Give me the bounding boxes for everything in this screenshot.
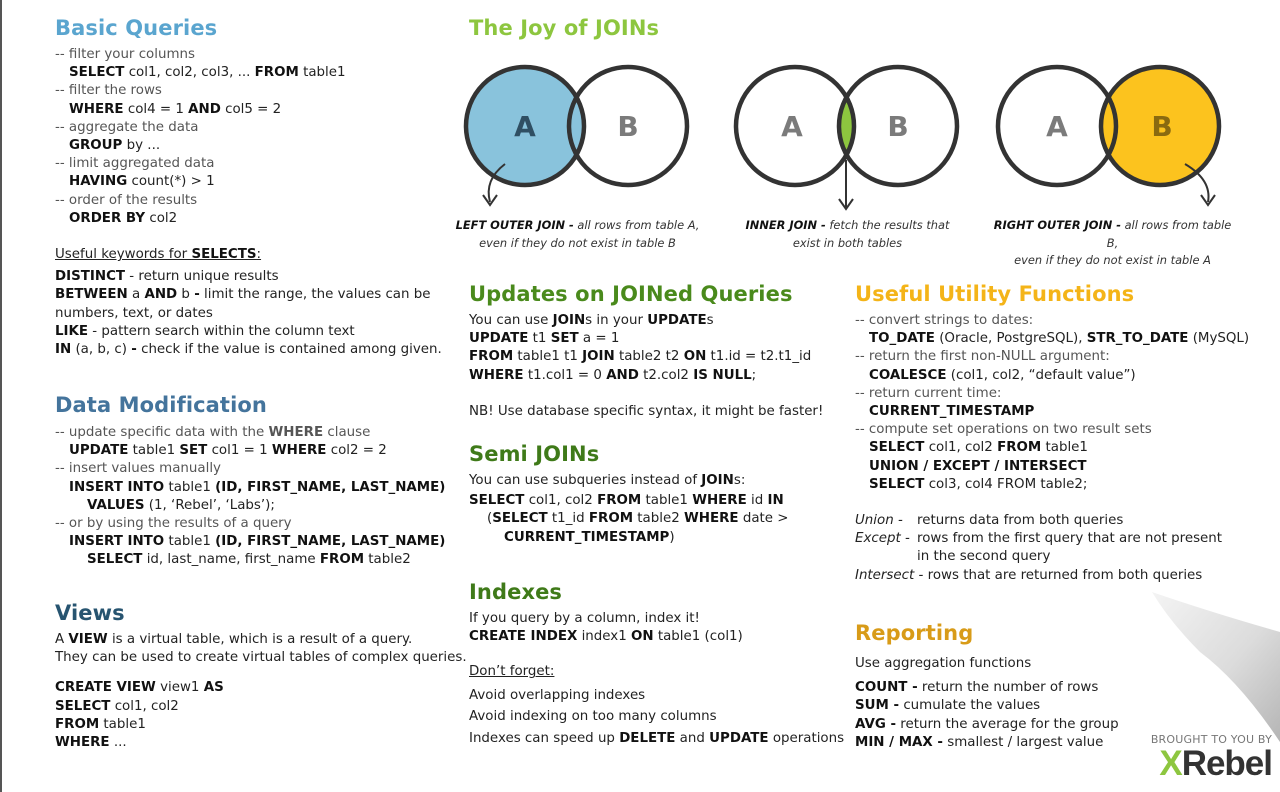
agg-minmax: MIN / MAX - smallest / largest value xyxy=(855,734,1104,750)
code-line: INSERT INTO table1 (ID, FIRST_NAME, LAST_NAME) xyxy=(69,534,446,550)
views-section xyxy=(55,601,467,752)
semi-joins-title: Semi JOINs xyxy=(469,442,600,466)
label-b: B xyxy=(617,110,639,143)
label-a: A xyxy=(514,110,536,143)
code-line: CURRENT_TIMESTAMP) xyxy=(504,529,675,545)
code-line: SELECT col3, col4 FROM table2; xyxy=(869,476,1088,492)
label-a: A xyxy=(1046,110,1068,143)
code-line: SELECT col1, col2 FROM table1 xyxy=(869,440,1088,456)
code-line: WHERE col4 = 1 AND col5 = 2 xyxy=(69,101,282,117)
code-line: CREATE VIEW view1 AS xyxy=(55,680,224,696)
utility-functions-section xyxy=(855,282,1255,585)
xrebel-logo: XRebel xyxy=(1159,744,1272,783)
label-b: B xyxy=(1151,110,1173,143)
keyword-between-cont: numbers, text, or dates xyxy=(55,305,213,321)
basic-queries-section xyxy=(55,16,455,359)
keyword-in: IN (a, b, c) - check if the value is contained among given. xyxy=(55,342,442,358)
views-title: Views xyxy=(55,601,125,625)
tip-item: Indexes can speed up DELETE and UPDATE operations xyxy=(469,730,845,746)
comment: -- order of the results xyxy=(55,192,198,208)
agg-avg: AVG - return the average for the group xyxy=(855,716,1119,732)
right-outer-join-diagram xyxy=(990,52,1230,212)
code-line: FROM table1 xyxy=(55,716,146,732)
keyword-between: BETWEEN a AND b - limit the range, the values can be xyxy=(55,287,431,303)
left-outer-join-diagram xyxy=(460,52,700,212)
inner-join-diagram xyxy=(726,52,966,212)
basic-queries-title: Basic Queries xyxy=(55,16,218,40)
comment: -- return current time: xyxy=(855,385,1002,401)
comment: -- convert strings to dates: xyxy=(855,313,1034,328)
set-op-except-cont: in the second query xyxy=(917,549,1051,565)
comment: -- filter your columns xyxy=(55,47,195,62)
dont-forget-heading: Don’t forget: xyxy=(469,664,555,680)
code-line: CREATE INDEX index1 ON table1 (col1) xyxy=(469,629,743,645)
tip-item: Avoid indexing on too many columns xyxy=(469,709,717,725)
code-line: WHERE ... xyxy=(55,735,127,751)
comment: -- limit aggregated data xyxy=(55,156,215,172)
code-line: UNION / EXCEPT / INTERSECT xyxy=(869,458,1087,474)
agg-sum: SUM - cumulate the values xyxy=(855,698,1041,714)
tip-item: Avoid overlapping indexes xyxy=(469,687,646,703)
code-line: COALESCE (col1, col2, “default value”) xyxy=(869,367,1136,383)
set-op-union: Union - returns data from both queries xyxy=(855,513,1124,529)
code-line: TO_DATE (Oracle, PostgreSQL), STR_TO_DATE (MySQL) xyxy=(869,331,1250,347)
code-line: VALUES (1, ‘Rebel’, ‘Labs’); xyxy=(87,497,275,513)
utility-functions-title: Useful Utility Functions xyxy=(855,282,1135,306)
updates-joined-title: Updates on JOINed Queries xyxy=(469,282,793,306)
right-outer-join-caption: RIGHT OUTER JOIN - all rows from table B, even if they do not exist in table A xyxy=(993,218,1232,267)
updates-desc: You can use JOINs in your UPDATEs xyxy=(469,313,714,328)
inner-join-caption: INNER JOIN - fetch the results that exist in both tables xyxy=(745,218,950,250)
comment: -- update specific data with the WHERE clause xyxy=(55,425,371,440)
updates-joined-section xyxy=(469,282,849,421)
code-line: FROM table1 t1 JOIN table2 t2 ON t1.id = t2.t1_id xyxy=(469,349,812,365)
reporting-section xyxy=(855,621,1155,752)
comment: -- filter the rows xyxy=(55,83,162,99)
indexes-section xyxy=(469,580,849,749)
views-desc: A VIEW is a virtual table, which is a result of a query. xyxy=(55,632,413,647)
reporting-title: Reporting xyxy=(855,621,974,645)
reporting-desc: Use aggregation functions xyxy=(855,656,1032,671)
indexes-desc: If you query by a column, index it! xyxy=(469,611,700,626)
agg-count: COUNT - return the number of rows xyxy=(855,680,1099,696)
comment: -- or by using the results of a query xyxy=(55,516,292,532)
comment: -- compute set operations on two result sets xyxy=(855,422,1152,438)
code-line: SELECT col1, col2, col3, ... FROM table1 xyxy=(69,65,346,81)
keyword-distinct: DISTINCT - return unique results xyxy=(55,269,279,285)
label-b: B xyxy=(887,110,909,143)
label-a: A xyxy=(781,110,803,143)
code-line: ORDER BY col2 xyxy=(69,210,178,226)
code-line: UPDATE t1 SET a = 1 xyxy=(469,331,620,347)
brand-block xyxy=(1151,733,1272,782)
code-line: SELECT col1, col2 xyxy=(55,698,179,714)
comment: -- aggregate the data xyxy=(55,119,199,135)
data-modification-title: Data Modification xyxy=(55,393,267,417)
code-line: SELECT col1, col2 FROM table1 WHERE id IN xyxy=(469,493,784,509)
comment: -- insert values manually xyxy=(55,461,221,477)
data-modification-section xyxy=(55,393,455,570)
code-line: SELECT id, last_name, first_name FROM table2 xyxy=(87,552,411,568)
views-desc: They can be used to create virtual tables of complex queries. xyxy=(55,650,467,666)
code-line: GROUP by ... xyxy=(69,138,161,154)
semi-joins-section xyxy=(469,442,849,547)
code-line: HAVING count(*) > 1 xyxy=(69,174,215,190)
page-edge xyxy=(0,0,2,792)
code-line: CURRENT_TIMESTAMP xyxy=(869,404,1035,420)
indexes-title: Indexes xyxy=(469,580,563,604)
brand-tagline: BROUGHT TO YOU BY xyxy=(1150,733,1272,746)
code-line: UPDATE table1 SET col1 = 1 WHERE col2 = 2 xyxy=(69,443,387,459)
set-op-intersect: Intersect - rows that are returned from both queries xyxy=(855,567,1203,583)
semi-desc: You can use subqueries instead of JOINs: xyxy=(469,473,746,488)
code-line: WHERE t1.col1 = 0 AND t2.col2 IS NULL; xyxy=(469,367,757,383)
joins-title: The Joy of JOINs xyxy=(469,16,660,40)
code-line: INSERT INTO table1 (ID, FIRST_NAME, LAST_NAME) xyxy=(69,479,446,495)
keyword-like: LIKE - pattern search within the column text xyxy=(55,323,355,339)
code-line: (SELECT t1_id FROM table2 WHERE date > xyxy=(487,511,789,527)
comment: -- return the first non-NULL argument: xyxy=(855,349,1110,365)
set-op-except: Except - rows from the first query that are not present xyxy=(855,531,1223,547)
left-outer-join-caption: LEFT OUTER JOIN - all rows from table A, even if they do not exist in table B xyxy=(455,218,700,250)
useful-keywords-heading: Useful keywords for SELECTS: xyxy=(55,247,262,263)
nb-note: NB! Use database specific syntax, it might be faster! xyxy=(469,403,824,419)
